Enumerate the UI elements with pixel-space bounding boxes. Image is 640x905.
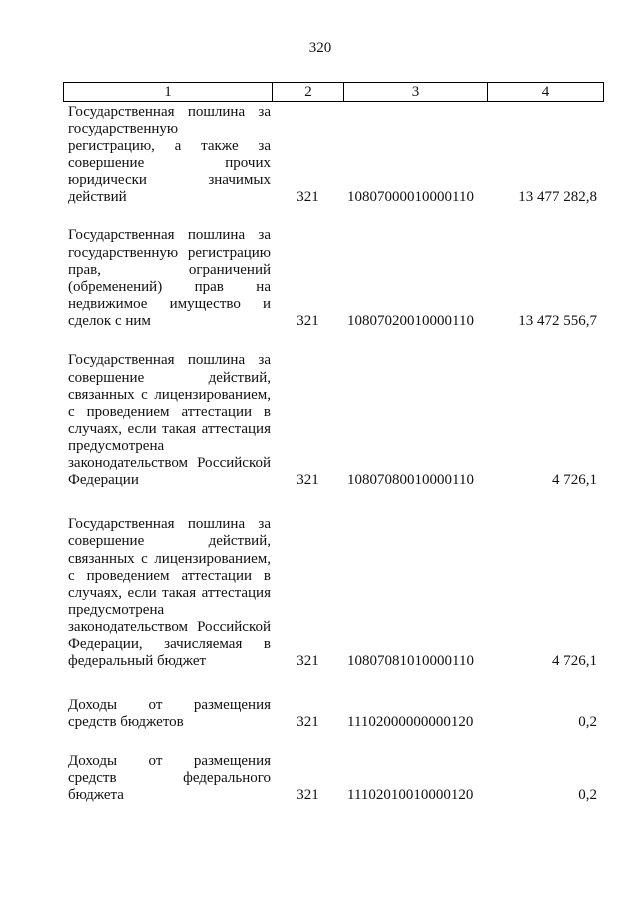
revenue-name-line: Федерации xyxy=(68,472,139,489)
revenue-name-line: Государственная пошлина за xyxy=(68,352,271,369)
revenue-table xyxy=(63,82,604,805)
table-body xyxy=(63,104,604,805)
revenue-name-line: средств федерального xyxy=(68,770,271,787)
admin-code-cell: 321 xyxy=(296,653,319,670)
amount-cell: 13 477 282,8 xyxy=(518,188,597,205)
admin-code-cell: 321 xyxy=(296,472,319,489)
revenue-name-line: совершение прочих xyxy=(68,154,271,171)
table-row xyxy=(63,104,604,207)
revenue-name-cell xyxy=(63,753,272,804)
revenue-name-line: (обременений) прав на xyxy=(68,278,271,295)
revenue-name-line: недвижимое имущество и xyxy=(68,295,271,312)
revenue-name-line: сделок с ним xyxy=(68,312,151,329)
budget-code-cell: 10807080010000110 xyxy=(347,472,474,489)
table-row xyxy=(63,516,604,670)
revenue-name-line: Доходы от размещения xyxy=(68,753,271,770)
admin-code-cell: 321 xyxy=(296,188,319,205)
amount-cell: 0,2 xyxy=(578,714,597,731)
column-header-3: 3 xyxy=(343,83,487,101)
admin-code-cell: 321 xyxy=(296,714,319,731)
table-row xyxy=(63,753,604,804)
admin-code-cell: 321 xyxy=(296,787,319,804)
budget-code-cell: 11102010010000120 xyxy=(347,787,474,804)
revenue-name-line: совершение действий, xyxy=(68,533,271,550)
revenue-name-line: бюджета xyxy=(68,787,124,804)
revenue-name-line: законодательством Российской xyxy=(68,454,271,471)
revenue-name-line: прав, ограничений xyxy=(68,261,271,278)
column-header-1: 1 xyxy=(164,84,172,100)
revenue-name-line: средств бюджетов xyxy=(68,714,184,731)
table-row xyxy=(63,352,604,489)
page-number: 320 xyxy=(308,40,332,56)
revenue-name-line: предусмотрена xyxy=(68,601,165,618)
amount-cell: 0,2 xyxy=(578,787,597,804)
admin-code-cell: 321 xyxy=(296,312,319,329)
column-header-4: 4 xyxy=(487,83,603,101)
revenue-name-cell xyxy=(63,104,272,207)
revenue-name-line: случаях, если такая аттестация xyxy=(68,584,271,601)
revenue-name-line: регистрацию, а также за xyxy=(68,137,271,154)
revenue-name-cell xyxy=(63,227,272,330)
revenue-name-line: связанных с лицензированием, xyxy=(68,386,271,403)
budget-code-cell: 10807020010000110 xyxy=(347,312,474,329)
revenue-name-line: с проведением аттестации в xyxy=(68,567,271,584)
table-row xyxy=(63,227,604,330)
revenue-name-line: Государственная пошлина за xyxy=(68,227,271,244)
revenue-name-line: законодательством Российской xyxy=(68,618,271,635)
revenue-name-line: с проведением аттестации в xyxy=(68,403,271,420)
budget-code-cell: 10807081010000110 xyxy=(347,653,474,670)
revenue-name-line: федеральный бюджет xyxy=(68,653,207,670)
table-header-row xyxy=(63,82,604,102)
amount-cell: 4 726,1 xyxy=(552,653,597,670)
revenue-name-line: действий xyxy=(68,188,127,205)
revenue-name-line: предусмотрена xyxy=(68,437,165,454)
amount-cell: 13 472 556,7 xyxy=(518,312,597,329)
budget-code-cell: 11102000000000120 xyxy=(347,714,474,731)
revenue-name-line: Федерации, зачисляемая в xyxy=(68,636,271,652)
table-row xyxy=(63,697,604,731)
revenue-name-line: Доходы от размещения xyxy=(68,697,271,714)
revenue-name-line: связанных с лицензированием, xyxy=(68,550,271,567)
revenue-name-line: Государственная пошлина за xyxy=(68,103,271,120)
revenue-name-line: Государственная пошлина за xyxy=(68,516,271,533)
revenue-name-line: государственную регистрацию xyxy=(68,244,271,261)
amount-cell: 4 726,1 xyxy=(552,472,597,489)
revenue-name-line: юридически значимых xyxy=(68,171,271,188)
revenue-name-cell xyxy=(63,516,272,670)
revenue-name-line: случаях, если такая аттестация xyxy=(68,420,271,437)
budget-code-cell: 10807000010000110 xyxy=(347,188,474,205)
revenue-name-line: совершение действий, xyxy=(68,369,271,386)
revenue-name-cell xyxy=(63,697,272,731)
revenue-name-line: государственную xyxy=(68,120,179,137)
column-header-2: 2 xyxy=(272,83,343,101)
revenue-name-cell xyxy=(63,352,272,489)
